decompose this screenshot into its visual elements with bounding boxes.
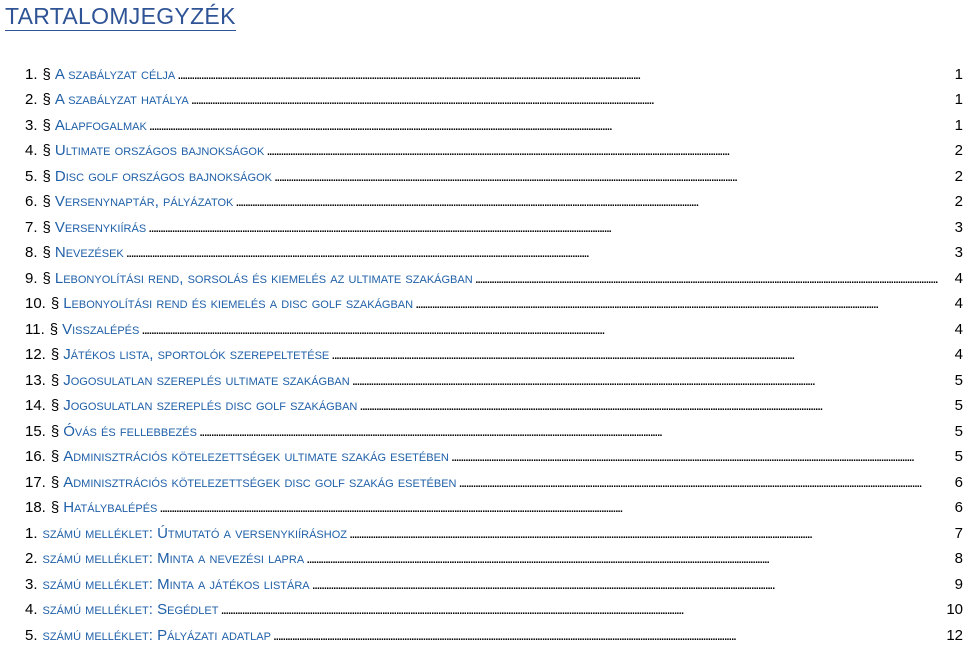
toc-entry-18[interactable] — [25, 492, 963, 518]
dot-leader — [359, 396, 949, 415]
section-symbol: § — [42, 269, 51, 287]
toc-annex-2[interactable] — [25, 543, 963, 569]
toc-link[interactable]: számú melléklet: Pályázati adatlap — [42, 626, 271, 644]
section-symbol: § — [50, 448, 60, 465]
toc-link[interactable]: A szabályzat célja — [54, 65, 176, 83]
toc-number: 13. — [25, 371, 46, 389]
toc-link[interactable]: Ultimate országos bajnokságok — [54, 142, 265, 159]
toc-page: 2 — [954, 193, 963, 210]
toc-number: 8. — [25, 244, 38, 261]
toc-number: 2. — [25, 550, 38, 567]
dot-leader — [266, 141, 949, 160]
section-symbol: § — [42, 193, 51, 210]
dot-leader — [459, 473, 950, 492]
toc-link[interactable]: számú melléklet: Segédlet — [42, 601, 219, 618]
toc-page: 8 — [954, 550, 963, 567]
section-symbol: § — [42, 167, 51, 185]
toc-link[interactable]: Jogosulatlan szereplés ultimate szakágban — [63, 371, 350, 389]
toc-entry-17[interactable] — [25, 466, 963, 492]
dot-leader — [126, 243, 949, 262]
toc-entry-6[interactable] — [25, 186, 963, 212]
toc-number: 5. — [25, 167, 38, 185]
toc-page: 5 — [954, 371, 963, 389]
toc-entry-14[interactable] — [25, 390, 963, 416]
toc-number: 7. — [25, 218, 38, 236]
toc-number: 15. — [25, 422, 46, 440]
dot-leader — [177, 65, 949, 84]
toc-page: 6 — [954, 499, 963, 516]
toc-entry-9[interactable] — [25, 262, 963, 288]
toc-annex-3[interactable] — [25, 568, 963, 594]
toc-page: 5 — [954, 448, 963, 465]
toc-number: 1. — [25, 65, 38, 83]
dot-leader — [306, 549, 949, 568]
toc-page: 3 — [954, 244, 963, 261]
dot-leader — [349, 524, 949, 543]
toc-entry-11[interactable] — [25, 313, 963, 339]
toc-page: 5 — [954, 397, 963, 414]
dot-leader — [273, 626, 944, 645]
toc-page: 6 — [954, 473, 963, 491]
toc-entry-10[interactable] — [25, 288, 963, 314]
toc-page: 3 — [954, 218, 963, 236]
toc-link[interactable]: A szabályzat hatálya — [54, 91, 189, 108]
toc-link[interactable]: Jogosulatlan szereplés disc golf szakágban — [63, 397, 358, 414]
toc-link[interactable]: számú melléklet: Minta a játékos listára — [42, 575, 310, 593]
toc-page: 5 — [954, 422, 963, 440]
toc-entry-1[interactable] — [25, 58, 963, 84]
toc-entry-12[interactable] — [25, 339, 963, 365]
section-symbol: § — [42, 116, 51, 134]
toc-link[interactable]: Játékos lista, sportolók szerepeltetése — [63, 346, 330, 363]
toc-number: 11. — [25, 320, 45, 338]
toc-entry-7[interactable] — [25, 211, 963, 237]
toc-page: 2 — [954, 142, 963, 159]
toc-link[interactable]: Lebonyolítási rend és kiemelés a disc golf szakágban — [63, 295, 414, 312]
toc-number: 3. — [25, 575, 38, 593]
toc-entry-8[interactable] — [25, 237, 963, 263]
toc-link[interactable]: Hatálybalépés — [63, 499, 158, 516]
toc-entry-5[interactable] — [25, 160, 963, 186]
dot-leader — [352, 371, 949, 390]
toc-link[interactable]: számú melléklet: Útmutató a versenykiíráshoz — [42, 524, 347, 542]
dot-leader — [199, 422, 949, 441]
dot-leader — [235, 192, 949, 211]
section-symbol: § — [49, 320, 59, 338]
toc-page: 7 — [954, 524, 963, 542]
toc-number: 18. — [25, 499, 46, 516]
section-symbol: § — [50, 346, 60, 363]
toc-number: 12. — [25, 346, 46, 363]
toc-page: 1 — [954, 91, 963, 108]
toc-page: 4 — [954, 320, 963, 338]
toc-link[interactable]: Adminisztrációs kötelezettségek disc golf szakág esetében — [63, 473, 457, 491]
toc-number: 2. — [25, 91, 38, 108]
dot-leader — [220, 600, 944, 619]
toc-number: 4. — [25, 601, 38, 618]
toc-page: 4 — [954, 346, 963, 363]
toc-page: 1 — [954, 65, 963, 83]
toc-entry-13[interactable] — [25, 364, 963, 390]
toc-page: 4 — [954, 269, 963, 287]
toc-number: 14. — [25, 397, 46, 414]
page-title: TARTALOMJEGYZÉK — [5, 3, 236, 29]
dot-leader — [451, 447, 949, 466]
toc-link[interactable]: Adminisztrációs kötelezettségek ultimate szakág esetében — [63, 448, 449, 465]
toc-page: 2 — [954, 167, 963, 185]
toc-page: 10 — [946, 601, 963, 618]
toc-number: 10. — [25, 295, 46, 312]
dot-leader — [141, 320, 949, 339]
toc-entry-4[interactable] — [25, 135, 963, 161]
dot-leader — [331, 345, 949, 364]
toc-page: 1 — [954, 116, 963, 134]
section-symbol: § — [50, 371, 60, 389]
section-symbol: § — [42, 218, 51, 236]
toc-page: 9 — [954, 575, 963, 593]
dot-leader — [159, 498, 949, 517]
section-symbol: § — [50, 473, 60, 491]
section-symbol: § — [42, 65, 51, 83]
toc-link[interactable]: Visszalépés — [62, 320, 140, 338]
toc-annex-1[interactable] — [25, 517, 963, 543]
section-symbol: § — [50, 397, 60, 414]
toc-link[interactable]: számú melléklet: Minta a nevezési lapra — [42, 550, 305, 567]
toc-page: 4 — [954, 295, 963, 312]
dot-leader — [312, 575, 949, 594]
toc-link[interactable]: Lebonyolítási rend, sorsolás és kiemelés az ultimate szakágban — [54, 269, 473, 287]
toc-number: 9. — [25, 269, 38, 287]
toc-link[interactable]: Versenykiírás — [54, 218, 147, 236]
section-symbol: § — [50, 295, 60, 312]
toc-number: 1. — [25, 524, 38, 542]
dot-leader — [191, 90, 949, 109]
toc-entry-3[interactable] — [25, 109, 963, 135]
dot-leader — [148, 218, 949, 237]
toc-number: 3. — [25, 116, 38, 134]
section-symbol: § — [42, 91, 51, 108]
table-of-contents — [25, 58, 963, 645]
toc-link[interactable]: Alapfogalmak — [54, 116, 147, 134]
toc-link[interactable]: Disc golf országos bajnokságok — [54, 167, 272, 185]
toc-link[interactable]: Nevezések — [54, 244, 124, 261]
dot-leader — [415, 294, 949, 313]
dot-leader — [274, 167, 949, 186]
toc-number: 4. — [25, 142, 38, 159]
toc-entry-16[interactable] — [25, 441, 963, 467]
toc-number: 16. — [25, 448, 46, 465]
section-symbol: § — [50, 499, 60, 516]
toc-link[interactable]: Óvás és fellebbezés — [63, 422, 197, 440]
toc-number: 5. — [25, 626, 38, 644]
toc-page: 12 — [946, 626, 963, 644]
toc-entry-2[interactable] — [25, 84, 963, 110]
toc-number: 17. — [25, 473, 46, 491]
toc-annex-5[interactable] — [25, 619, 963, 645]
dot-leader — [475, 269, 949, 288]
section-symbol: § — [50, 422, 60, 440]
toc-annex-4[interactable] — [25, 594, 963, 620]
toc-link[interactable]: Versenynaptár, pályázatok — [54, 193, 234, 210]
section-symbol: § — [42, 244, 51, 261]
toc-number: 6. — [25, 193, 38, 210]
toc-entry-15[interactable] — [25, 415, 963, 441]
dot-leader — [149, 116, 949, 135]
section-symbol: § — [42, 142, 51, 159]
